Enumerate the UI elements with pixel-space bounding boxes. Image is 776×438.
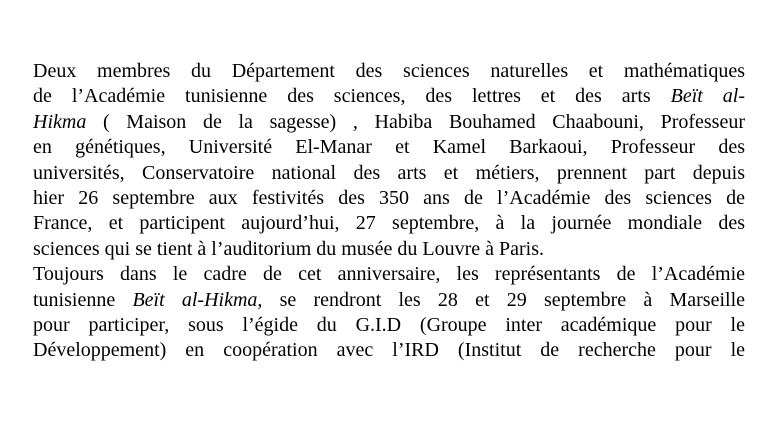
- text-run: en génétiques, Université El-Manar et Kamel Barkaoui, Professeur des: [33, 136, 745, 159]
- text-run: sciences qui se tient à l’auditorium du musée du Louvre à Paris.: [33, 237, 544, 260]
- text-line: [33, 288, 745, 313]
- text-line: [33, 237, 745, 262]
- text-run: France, et participent aujourd’hui, 27 septembre, à la journée mondiale des: [33, 212, 745, 235]
- text-line: [33, 59, 745, 84]
- text-run: Développement) en coopération avec l’IRD (Institut de recherche pour le: [33, 339, 745, 362]
- text-line: [33, 211, 745, 236]
- text-run: hier 26 septembre aux festivités des 350 ans de l’Académie des sciences de: [33, 186, 745, 209]
- paragraph: [33, 262, 745, 364]
- text-run: de l’Académie tunisienne des sciences, des lettres et des arts: [33, 85, 671, 108]
- italic-text-run: ,: [352, 110, 358, 133]
- italic-text-run: Hikma: [33, 110, 87, 133]
- text-line: [33, 262, 745, 287]
- text-line: [33, 186, 745, 211]
- text-run: se rendront les 28 et 29 septembre à Marseille: [262, 288, 746, 311]
- text-run: Toujours dans le cadre de cet anniversaire, les représentants de l’Académie: [33, 263, 745, 286]
- text-run: Deux membres du Département des sciences naturelles et mathématiques: [33, 60, 745, 82]
- text-line: [33, 313, 745, 338]
- text-line: [33, 84, 745, 109]
- text-run: Habiba Bouhamed Chaabouni, Professeur: [357, 110, 745, 133]
- text-line: [33, 135, 745, 160]
- document-body: [33, 59, 745, 364]
- text-run: pour participer, sous l’égide du G.I.D (Groupe inter académique pour le: [33, 313, 745, 336]
- italic-text-run: Beït al-: [670, 85, 745, 108]
- text-line: [33, 338, 745, 363]
- text-run: tunisienne: [33, 288, 133, 311]
- text-run: ( Maison de la sagesse): [86, 110, 353, 133]
- text-line: [33, 110, 745, 135]
- text-line: [33, 161, 745, 186]
- italic-text-run: Beït al-Hikma,: [132, 288, 263, 311]
- paragraph: [33, 59, 745, 262]
- text-run: universités, Conservatoire national des arts et métiers, prennent part depuis: [33, 161, 745, 184]
